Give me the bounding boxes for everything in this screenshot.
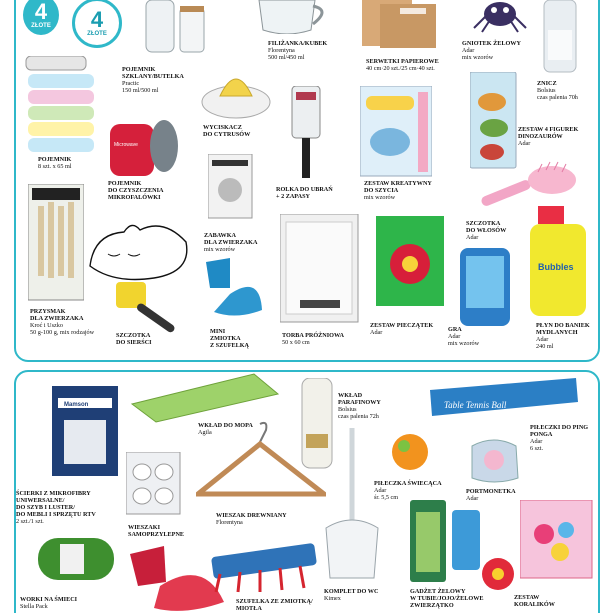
- table-tennis-brand-text: Table Tennis Ball: [444, 400, 507, 410]
- product-title: ZESTAW KORALIKÓW: [514, 594, 555, 608]
- product-title: PIŁECZKI DO PING PONGA: [530, 424, 589, 438]
- product-desc: Adar śr. 5,5 cm: [374, 487, 399, 501]
- label-szczotka-wlosow: [466, 220, 506, 241]
- game-phone-image: [456, 248, 514, 328]
- label-zestaw-figurek: [518, 126, 578, 147]
- product-desc: 2 szt./1 szt.: [16, 518, 44, 525]
- product-title: TORBA PRÓŻNIOWA: [282, 332, 344, 339]
- product-title: FILIŻANKA/KUBEK: [268, 40, 328, 47]
- label-filizanka: [268, 40, 327, 61]
- product-desc: Agila: [198, 429, 212, 436]
- badge-unit: ZŁOTE: [87, 31, 107, 37]
- product-desc: Bolsius czas palenia 72h: [338, 406, 379, 420]
- product-desc: Adar: [370, 329, 383, 336]
- product-title: PŁYN DO BANIEK MYDLANYCH: [536, 322, 590, 336]
- product-title: PRZYSMAK DLA ZWIERZAKA: [30, 308, 84, 322]
- product-title: SZCZOTKA DO SIERŚCI: [116, 332, 152, 346]
- product-desc: Florentyna 500 ml/450 ml: [268, 47, 305, 61]
- product-title: SERWETKI PAPIEROWE: [366, 58, 439, 65]
- yoyo-image: [450, 510, 514, 592]
- label-portmonetka: [466, 488, 516, 502]
- label-serwetki: [366, 58, 439, 72]
- mamson-brand-text: Mamson: [64, 402, 89, 408]
- product-title: WKŁAD PARAFINOWY: [338, 392, 381, 406]
- sleeping-cat-drawing: [84, 214, 194, 286]
- label-pojemnik: [38, 156, 72, 170]
- product-desc: Stella Pack: [20, 603, 48, 610]
- mop-pad-image: [128, 368, 282, 424]
- label-gra: [448, 326, 479, 347]
- label-komplet-wc: [324, 588, 378, 602]
- table-tennis-balls-image: [426, 376, 582, 420]
- label-zestaw-koralikow: [514, 594, 555, 608]
- badge-unit: ZŁOTE: [31, 23, 51, 29]
- product-title: WIESZAK DREWNIANY: [216, 512, 287, 519]
- pet-treat-image: [28, 184, 84, 302]
- gel-gadget-image: [408, 500, 448, 584]
- product-title: ZESTAW PIECZĄTEK: [370, 322, 434, 329]
- glowing-ball-image: [390, 432, 430, 472]
- product-title: WKŁAD DO MOPA: [198, 422, 253, 429]
- product-desc: mix wzorów: [204, 246, 236, 253]
- toilet-brush-set-image: [322, 428, 382, 582]
- product-title: POJEMNIK SZKLANY/BUTELKA: [122, 66, 184, 80]
- svg-text:Microwave: Microwave: [114, 142, 138, 148]
- microfiber-cloth-image: [52, 386, 120, 478]
- lint-roller-image: [286, 86, 326, 182]
- product-desc: Adar: [466, 495, 479, 502]
- label-wklad-parafinowy: [338, 392, 381, 420]
- pet-toy-image: [208, 154, 254, 220]
- purse-image: [466, 430, 524, 484]
- label-pileczki: [530, 424, 588, 452]
- label-pojemnik-szklany: [122, 66, 184, 94]
- napkins-image: [362, 0, 442, 52]
- beads-set-image: [520, 500, 594, 580]
- product-title: GNIOTEK ŻELOWY: [462, 40, 521, 47]
- microwave-cleaner-image: [108, 116, 180, 182]
- product-desc: mix wzorów: [364, 194, 396, 201]
- label-wyciskacz: [203, 124, 250, 138]
- citrus-squeezer-image: [198, 66, 274, 122]
- label-gadzet: [410, 588, 484, 609]
- product-title: ZABAWKA DLA ZWIERZAKA: [204, 232, 258, 246]
- product-desc: Kimex: [324, 595, 341, 602]
- mini-broom-image: [200, 254, 266, 326]
- product-desc: Florentyna: [216, 519, 243, 526]
- product-title: WIESZAKI SAMOPRZYLEPNE: [128, 524, 185, 538]
- broom-image: [206, 530, 328, 596]
- product-desc: Adar 240 ml: [536, 336, 554, 350]
- label-mini-zmiotka: [210, 328, 249, 349]
- stamp-set-image: [376, 216, 446, 308]
- label-szufelka: [236, 598, 313, 612]
- product-title: MINI ZMIOTKA Z SZUFELKĄ: [210, 328, 250, 349]
- adhesive-hooks-image: [126, 452, 182, 516]
- label-pojemnik-mikro: [108, 180, 164, 201]
- label-wklad-mopa: [198, 422, 253, 436]
- product-title: SZUFELKA ZE ZMIOTKĄ/ MIOTŁA: [236, 598, 313, 612]
- product-title: KOMPLET DO WC: [324, 588, 379, 595]
- product-title: SZCZOTKA DO WŁOSÓW: [466, 220, 507, 234]
- dinosaur-figures-image: [470, 72, 518, 170]
- badge-price: 4: [90, 7, 104, 32]
- label-worki: [20, 596, 77, 610]
- product-title: PIŁECZKA ŚWIECĄCA: [374, 480, 442, 487]
- food-containers-image: [22, 56, 102, 156]
- product-desc: Practic 150 ml/500 ml: [122, 80, 159, 94]
- candle-image: [540, 0, 580, 76]
- bubbles-brand-text: Bubbles: [538, 262, 574, 272]
- label-rolka: [276, 186, 333, 200]
- vacuum-bag-image: [280, 214, 360, 324]
- glass-jar-image: [140, 0, 210, 60]
- mug-image: [255, 0, 335, 34]
- label-pileczka: [374, 480, 442, 501]
- product-desc: Adar 6 szt.: [530, 438, 544, 452]
- label-zabawka: [204, 232, 257, 253]
- product-desc: 8 szt. x 65 ml: [38, 163, 72, 170]
- product-title: ROLKA DO UBRAŃ + 2 ZAPASY: [276, 186, 333, 200]
- product-title: ZNICZ: [537, 80, 557, 87]
- label-szczotka-siersci: [116, 332, 152, 346]
- squishy-spider-image: [470, 0, 530, 34]
- price-badge-4-zlote-2: [72, 0, 122, 48]
- product-desc: Bolsius czas palenia 70h: [537, 87, 578, 101]
- product-desc: 40 cm·20 szt./25 cm·40 szt.: [366, 65, 435, 72]
- product-desc: Kroć i Uszko 50 g-100 g, mix rodzajów: [30, 322, 95, 336]
- pet-brush-image: [116, 282, 182, 338]
- sewing-set-image: [360, 86, 432, 180]
- product-title: GRA: [448, 326, 462, 333]
- garbage-bags-image: [38, 534, 118, 584]
- product-desc: Adar mix wzorów: [448, 333, 480, 347]
- product-title: ZESTAW 4 FIGUREK DINOZAURÓW: [518, 126, 579, 140]
- label-przysmak: [30, 308, 94, 336]
- product-title: WORKI NA ŚMIECI: [20, 596, 78, 603]
- product-title: PORTMONETKA: [466, 488, 516, 495]
- product-title: GADŻET ŻELOWY W TUBIE/JOJO/ŻELOWE ZWIERZĄTKO: [410, 588, 484, 609]
- product-desc: Adar: [466, 234, 479, 241]
- badge-price: 4: [34, 0, 48, 24]
- bubbles-bottle-image: [530, 206, 590, 318]
- label-torba: [282, 332, 344, 346]
- product-desc: Adar mix wzorów: [462, 47, 494, 61]
- product-title: POJEMNIK: [38, 156, 72, 163]
- product-title: POJEMNIK DO CZYSZCZENIA MIKROFALÓWKI: [108, 180, 164, 201]
- label-wieszaki: [128, 524, 184, 538]
- product-title: WYCISKACZ DO CYTRUSÓW: [203, 124, 251, 138]
- label-scierki: [16, 490, 96, 525]
- label-zestaw-kreatywny: [364, 180, 432, 201]
- label-wieszak: [216, 512, 287, 526]
- label-plyn: [536, 322, 590, 350]
- product-desc: Adar: [518, 140, 531, 147]
- label-znicz: [537, 80, 578, 101]
- product-desc: 50 x 60 cm: [282, 339, 310, 346]
- product-title: ZESTAW KREATYWNY DO SZYCIA: [364, 180, 432, 194]
- label-gniotek: [462, 40, 521, 61]
- product-title: ŚCIERKI Z MIKROFIBRY UNIWERSALNE/ DO SZYB I LUSTER/ DO MEBLI I SPRZĘTU RTV: [16, 490, 96, 518]
- label-zestaw-pieczatek: [370, 322, 433, 336]
